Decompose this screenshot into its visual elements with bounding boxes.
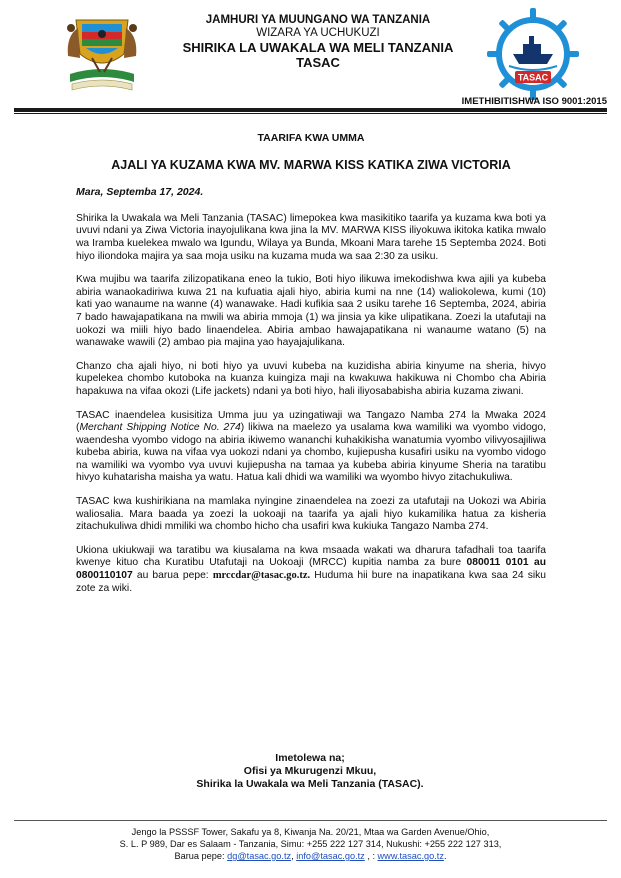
footer-links [14,850,607,862]
paragraph-6 [76,545,546,595]
signature-block [150,752,470,791]
paragraph-2: Kwa mujibu wa taarifa zilizopatikana eneo la tukio, Boti hiyo ilikuwa imekodishwa kwa ajili ya kubeba abiria wanaokadiriwa kuwa 21 na kufuatia ajali hiyo, abiria kumi na nne (14) waliokolewa, kumi (10) kati yao wanaume na wanne (4) wanawake. Hadi kufikia saa 2 usiku tarehe 16 Septemba, 2024, abiria 7 bado hawajapatikana na mwili wa abiria mmoja (1) wa jinsia ya kike ulipatikana. Zoezi la utafutaji na uokozi wa miili hiyo bado linaendelea. Abiria ambao hawajapatikana ni wanaume watano (5) na wanawake wawili (2) ambao pia majina yao hayajajulikana. [76,274,546,349]
footer-divider [14,820,607,821]
coat-of-arms-icon [62,14,142,96]
footer-contacts: S. L. P 989, Dar es Salaam - Tanzania, Simu: +255 222 127 314, Nukushi: +255 222 127 313, [119,839,502,849]
notice-label: TAARIFA KWA UMMA [257,132,365,144]
header-divider-thin [14,113,607,114]
paragraph-3: Chanzo cha ajali hiyo, ni boti hiyo ya uvuvi kubeba na kuzidisha abiria kinyume na sheria, hivyo kupelekea chombo kutoboka na kuanza kuingiza maji na kwakuwa hakikuwa ni Chombo cha Abiria hapakuwa na vifaa okozi (Life jackets) ndani ya boti hiyo, hali iliyosababisha abiria kuzama ziwani. [76,360,546,397]
footer-email-label: Barua pepe: [174,851,228,861]
footer-email-info-link[interactable]: info@tasac.go.tz [296,851,365,861]
toll-free-numbers: 080011 0101 au 0800110107 [76,557,547,582]
document-date: Mara, Septemba 17, 2024. [76,186,204,199]
agency-acronym: TASAC [296,55,340,70]
footer [14,826,607,862]
paragraph-6-part-a: Ukiona ukiukwaji wa taratibu wa kiusalama na kwa msaada wakati wa dharura tafadhali toa taarifa kwenye kituo cha Kuratibu Utafutaji na Uokoaji (MRCC) kupitia namba za bure [76,544,546,569]
logo-text: TASAC [517,72,549,83]
footer-separator-2: , : [364,851,378,861]
issuing-agency: Shirika la Uwakala wa Meli Tanzania (TASAC). [196,778,424,790]
letterhead [0,0,621,110]
document-title: AJALI YA KUZAMA KWA MV. MARWA KISS KATIKA ZIWA VICTORIA [111,157,511,172]
paragraph-1: Shirika la Uwakala wa Meli Tanzania (TASAC) limepokea kwa masikitiko taarifa ya kuzama kwa boti ya uvuvi ndani ya Ziwa Victoria inayojulikana kwa jina la MV. MARWA KISS iliyokuwa ikitoka katika mwalo wa Iramba kuelekea mwalo wa Igundu, Wilaya ya Bunda, Mkoani Mara tarehe 15 Septemba 2024. Boti hiyo iliondoka majira ya saa moja usiku na kuzama muda wa saa 2:30 za usiku. [76,212,546,262]
paragraph-4 [76,410,546,486]
tasac-logo-icon [487,8,579,100]
iso-certification: IMETHIBITISHWA ISO 9001:2015 [461,96,607,107]
issuing-office: Ofisi ya Mkurugenzi Mkuu, [243,765,377,777]
footer-address: Jengo la PSSSF Tower, Sakafu ya 8, Kiwanja Na. 20/21, Mtaa wa Garden Avenue/Ohio, [131,827,490,837]
paragraph-4-part-c: ) likiwa na maelezo ya usalama kwa wamiliki wa vyombo vidogo, waendesha vyombo vidogo na abiria ikiwemo wananchi kuhakikisha wanatumia vyombo vilivyosajiliwa kubeba abiria, kuwa na vifaa vya uokozi ndani ya chombo, kujiepusha kusafiri usiku na vyombo vidogo na wamiliki wa vyombo vya uvuvi kujiepusha na tamaa ya kubeba abiria kinyume Sheria na taratibu hivyo kuhatarisha maisha ya watu. Hatua kali dhidi wa wamiliki wa wyombo hivyo zitachukuliwa. [76,422,546,484]
footer-website-link[interactable]: www.tasac.go.tz [377,851,444,861]
paragraph-4-part-a: TASAC inaendelea kusisitiza Umma juu ya uzingatiwaji wa Tangazo Namba 274 la Mwaka 2024 ( [76,409,546,434]
paragraph-6-part-c: au barua pepe: [132,570,213,582]
footer-separator-1: , [291,851,297,861]
agency-name: SHIRIKA LA UWAKALA WA MELI TANZANIA [182,40,454,55]
letterhead-text [150,14,486,70]
paragraph-5: TASAC kwa kushirikiana na mamlaka nyingine zinaendelea na zoezi za utafutaji na Uokozi wa Abiria waliosalia. Mara baada ya zoezi la uokoaji na taarifa ya ajali hiyo kukamilika hatua za kisheria zitachukuliwa dhidi mmiliki wa chombo hicho cha usafiri kwa kukiuka Tangazo Namba 274. [76,496,546,533]
shipping-notice-ref: Merchant Shipping Notice No. 274 [79,422,241,434]
header-divider [14,108,607,112]
footer-email-dg-link[interactable]: dg@tasac.go.tz [227,851,292,861]
republic-name: JAMHURI YA MUUNGANO WA TANZANIA [205,14,431,26]
mrcc-email[interactable]: mrccdar@tasac.go.tz. [212,570,311,582]
paragraph-6-part-e: Huduma hii bure na inapatikana kwa saa 24 siku zote za wiki. [76,570,547,594]
ministry-name: WIZARA YA UCHUKUZI [256,27,380,39]
issued-by-label: Imetolewa na; [275,752,345,764]
footer-end: . [443,851,447,861]
press-release-body [76,132,546,606]
